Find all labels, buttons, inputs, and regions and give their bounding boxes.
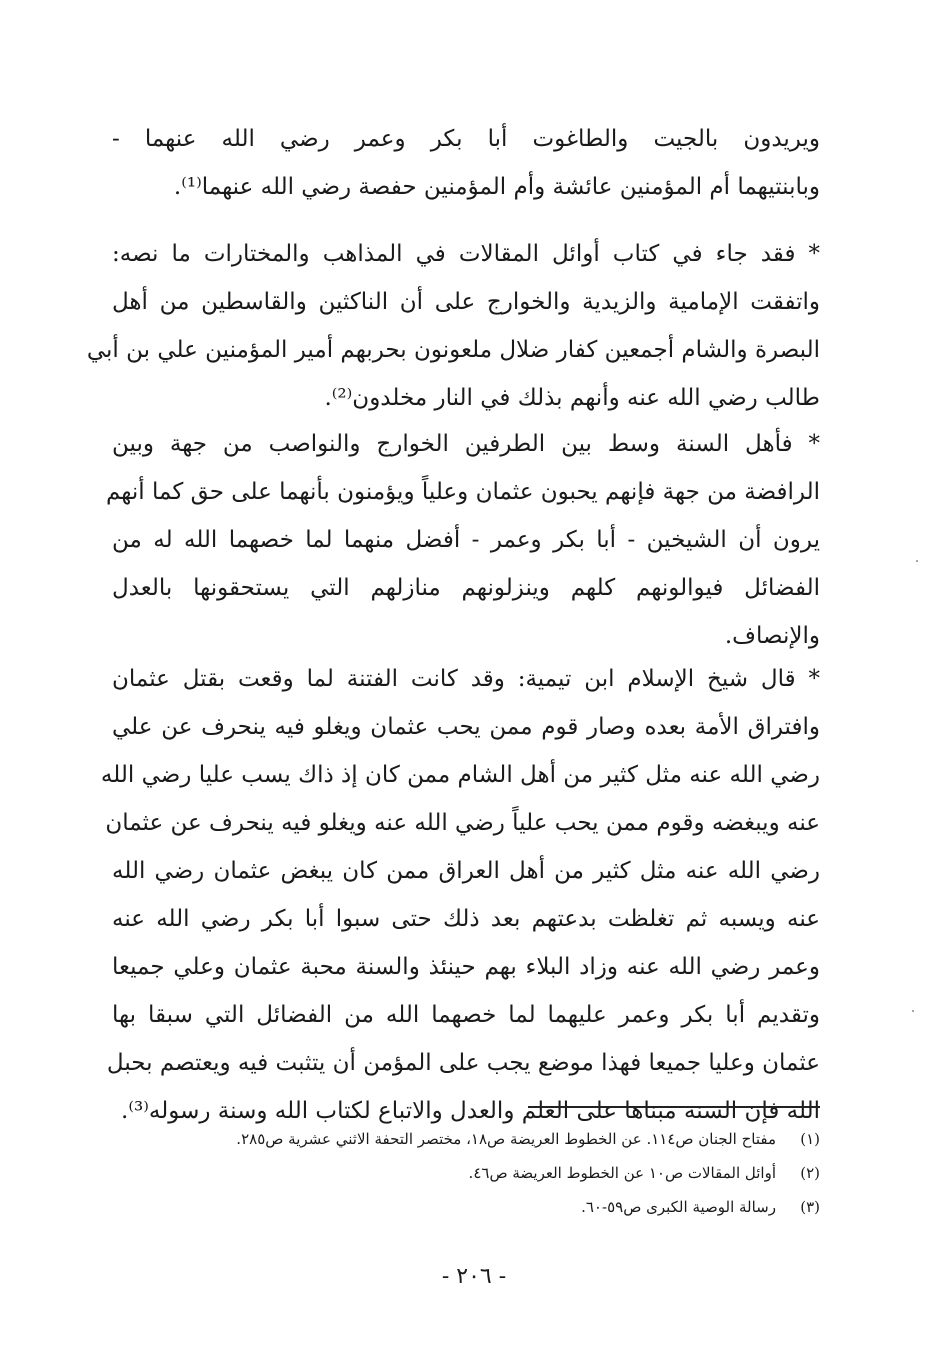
footnotes bbox=[112, 1122, 820, 1224]
paragraph-line: الله فإن السنة مبناها على العلم والعدل والاتباع لكتاب الله وسنة رسوله⁽³⁾. bbox=[121, 1098, 820, 1124]
footnote-number: (٢) bbox=[800, 1164, 820, 1182]
page-number: - ٢٠٦ - bbox=[441, 1264, 507, 1289]
footnote-divider bbox=[528, 1106, 820, 1108]
paragraph-3 bbox=[106, 420, 820, 660]
footnote-number: (٣) bbox=[800, 1198, 820, 1216]
paragraph-line: طالب رضي الله عنه وأنهم بذلك في النار مخلدون⁽²⁾. bbox=[324, 385, 820, 411]
paragraph-line: وبابنتيهما أم المؤمنين عائشة وأم المؤمنين حفصة رضي الله عنهما⁽¹⁾. bbox=[173, 174, 820, 200]
footnote-3 bbox=[112, 1190, 820, 1224]
paragraph-line: ويريدون بالجيت والطاغوت أبا بكر وعمر رضي الله عنهما - bbox=[112, 126, 820, 152]
paragraph-line: الرافضة من جهة فإنهم يحبون عثمان وعلياً ويؤمنون بأنهما على حق كما أنهم bbox=[106, 479, 820, 505]
paragraph-line: عثمان وعليا جميعا فهذا موضع يجب على المؤمن أن يتثبت فيه ويعتصم بحبل bbox=[106, 1050, 820, 1076]
paragraph-line: * فأهل السنة وسط بين الطرفين الخوارج والنواصب من جهة وبين bbox=[112, 431, 820, 457]
scan-speck bbox=[912, 1010, 914, 1012]
paragraph-line: والإنصاف. bbox=[724, 623, 820, 649]
paragraph-line: وافتراق الأمة بعده وصار قوم ممن يحب عثمان ويغلو فيه ينحرف عن علي bbox=[112, 714, 820, 740]
footnote-1 bbox=[112, 1122, 820, 1156]
footnote-2 bbox=[112, 1156, 820, 1190]
paragraph-line: رضي الله عنه مثل كثير من أهل العراق ممن كان يبغض عثمان رضي الله bbox=[112, 858, 820, 884]
paragraph-line: واتفقت الإمامية والزيدية والخوارج على أن الناكثين والقاسطين من أهل bbox=[112, 289, 820, 315]
paragraph-1 bbox=[112, 115, 820, 211]
paragraph-line: رضي الله عنه مثل كثير من أهل الشام ممن كان إذ ذاك يسب عليا رضي الله bbox=[100, 762, 820, 788]
paragraph-2 bbox=[86, 230, 820, 422]
footnote-text: أوائل المقالات ص١٠ عن الخطوط العريضة ص٤٦. bbox=[468, 1164, 776, 1182]
paragraph-line: وتقديم أبا بكر وعمر عليهما لما خصهما الله من الفضائل التي سبقا بها bbox=[112, 1002, 820, 1028]
footnote-text: مفتاح الجنان ص١١٤. عن الخطوط العريضة ص١٨، مختصر التحفة الاثني عشرية ص٢٨٥. bbox=[236, 1130, 776, 1148]
paragraph-line: * قال شيخ الإسلام ابن تيمية: وقد كانت الفتنة لما وقعت بقتل عثمان bbox=[112, 666, 820, 692]
footnote-text: رسالة الوصية الكبرى ص٥٩-٦٠. bbox=[581, 1198, 776, 1216]
paragraph-line: عنه ويبغضه وقوم ممن يحب علياً رضي الله عنه ويغلو فيه ينحرف عن عثمان bbox=[105, 810, 820, 836]
scan-speck bbox=[916, 560, 918, 562]
paragraph-line: وعمر رضي الله عنه وزاد البلاء بهم حينئذ والسنة محبة عثمان وعلي جميعا bbox=[112, 954, 820, 980]
paragraph-4 bbox=[100, 655, 820, 1135]
paragraph-line: الفضائل فيوالونهم كلهم وينزلونهم منازلهم التي يستحقونها بالعدل bbox=[112, 575, 820, 601]
paragraph-line: يرون أن الشيخين - أبا بكر وعمر - أفضل منهما لما خصهما الله له من bbox=[112, 527, 820, 553]
paragraph-line: * فقد جاء في كتاب أوائل المقالات في المذاهب والمختارات ما نصه: bbox=[112, 241, 820, 267]
paragraph-line: البصرة والشام أجمعين كفار ضلال ملعونون بحربهم أمير المؤمنين علي بن أبي bbox=[86, 337, 820, 363]
footnote-number: (١) bbox=[800, 1130, 820, 1148]
paragraph-line: عنه ويسبه ثم تغلظت بدعتهم بعد ذلك حتى سبوا أبا بكر رضي الله عنه bbox=[112, 906, 820, 932]
